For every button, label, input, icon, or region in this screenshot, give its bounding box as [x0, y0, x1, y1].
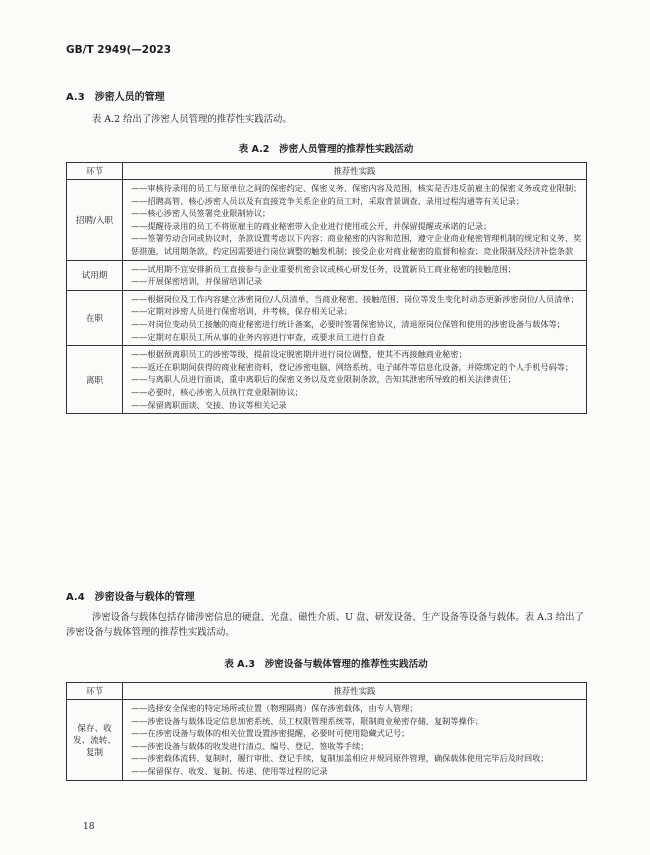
practice-item: ——开展保密培训，并保留培训记录 [131, 276, 263, 287]
practice-item: ——涉密设备与载体的收发进行清点、编号、登记、签收等手续； [131, 740, 369, 751]
table-a3-header-practice: 推荐性实践 [123, 683, 587, 700]
practice-item: ——试用期不宜安排新员工直接参与企业重要机密会议或核心研发任务，设置新员工商业秘密的接触范围； [131, 263, 516, 274]
table-a3 [66, 682, 587, 781]
table-row [67, 700, 587, 781]
table-a3-header-stage: 环节 [67, 683, 123, 700]
practice-item: ——提醒待录用的员工不将原雇主的商业秘密带入企业进行使用或公开，并保留提醒或承诺的记录； [131, 220, 492, 231]
table-a2-caption: 表 A.2 涉密人员管理的推荐性实践活动 [238, 144, 414, 155]
table-a3-caption: 表 A.3 涉密设备与载体管理的推荐性实践活动 [224, 659, 428, 670]
practice-item: ——对岗位变动员工接触的商业秘密进行统计备案，必要时签署保密协议，清退原岗位保管和使用的涉密设备与载体等； [131, 318, 565, 329]
standard-code: GB/T 2949(—2023 [66, 44, 172, 56]
stage-storage-transfer: 保存、收发、流转、复制 [67, 700, 123, 781]
table-a2-header-row [67, 163, 587, 180]
table-row [67, 290, 587, 345]
section-a3-intro: 表 A.2 给出了涉密人员管理的推荐性实践活动。 [92, 114, 292, 125]
practice-item: ——返还在职期间获得的商业秘密资料，登记涉密电脑、网络系统、电子邮件等信息化设备，并除绑定的个人手机号码等； [131, 361, 574, 372]
practice-item: ——定期对涉密人员进行保密培训，并考核，保存相关记录； [131, 306, 353, 317]
table-a3-header-row [67, 683, 587, 700]
table-row [67, 346, 587, 414]
practice-item: ——选择安全保密的特定场所或位置（物理隔离）保存涉密载体，由专人管理； [131, 703, 418, 713]
stage-probation: 试用期 [67, 260, 123, 290]
section-a4-intro: 涉密设备与载体包括存储涉密信息的硬盘、光盘、磁性介质、U 盘、研发设备、生产设备等设备与载体。表 A.3 给出了涉密设备与载体管理的推荐性实践活动。 [66, 612, 584, 638]
practice-cell [123, 290, 587, 345]
practice-cell [123, 180, 587, 261]
practice-item: ——涉密载体流转、复制时，履行审批、登记手续，复制加盖相应并规同原件管理，确保载体使用完毕后及时回收； [131, 753, 549, 764]
practice-item: ——签署劳动合同或协议时，条款设置考虑以下内容：商业秘密的内容和范围，遵守企业商业秘密管理机制的规定和义务、奖惩措施，试用期条款，约定因需要进行岗位调整的触发机制；接受企业对商业秘密的监督和检查；竞业限制及经济补偿条款 [131, 233, 582, 256]
practice-item: ——根据预离职员工的涉密等级，提前设定脱密期并进行岗位调整，使其不再接触商业秘密； [131, 349, 467, 360]
practice-item: ——招聘高管、核心涉密人员以及有直接竞争关系企业的员工时，采取背景调查、录用过程沟通等有关记录； [131, 195, 525, 206]
stage-employed: 在职 [67, 290, 123, 345]
section-a3-title: A.3 涉密人员的管理 [66, 92, 165, 103]
page-number: 18 [83, 822, 95, 832]
table-a2-header-practice: 推荐性实践 [123, 163, 587, 180]
table-row [67, 180, 587, 261]
practice-item: ——定期对在职员工所从事的业务内容进行审查，或要求员工进行自查 [131, 331, 385, 342]
practice-item: ——涉密设备与载体设定信息加密系统、员工权限管理系统等，限制商业秘密存储、复制等操作； [131, 715, 484, 726]
table-a2 [66, 162, 587, 414]
practice-item: ——在涉密设备与载体的相关位置设置涉密提醒，必要时可使用隐藏式记号； [131, 728, 410, 739]
practice-item: ——与离职人员进行面谈，重申离职后的保密义务以及竞业限制条款，告知其泄密所导致的相关法律责任； [131, 374, 516, 385]
table-a2-header-stage: 环节 [67, 163, 123, 180]
practice-item: ——核心涉密人员签署竞业限制协议； [131, 208, 271, 219]
practice-cell [123, 260, 587, 290]
practice-cell [123, 346, 587, 414]
practice-item: ——根据岗位及工作内容建立涉密岗位/人员清单，当商业秘密、接触范围、岗位等发生变化时动态更新涉密岗位/人员清单； [131, 293, 579, 304]
table-row [67, 260, 587, 290]
practice-item: ——必要时，核心涉密人员执行竞业限制协议； [131, 386, 303, 397]
section-a4-title: A.4 涉密设备与载体的管理 [66, 592, 195, 603]
practice-item: ——保留离职面谈、交接、协议等相关记录 [131, 399, 287, 410]
practice-cell [123, 700, 587, 781]
practice-item: ——保留保存、收发、复制、传递、使用等过程的记录 [131, 765, 328, 776]
stage-departure: 离职 [67, 346, 123, 414]
practice-item: ——审核待录用的员工与原单位之间的保密约定、保密义务、保密内容及范围，核实是否违反前雇主的保密义务或竞业限制； [131, 183, 582, 193]
stage-recruitment: 招聘/入职 [67, 180, 123, 261]
